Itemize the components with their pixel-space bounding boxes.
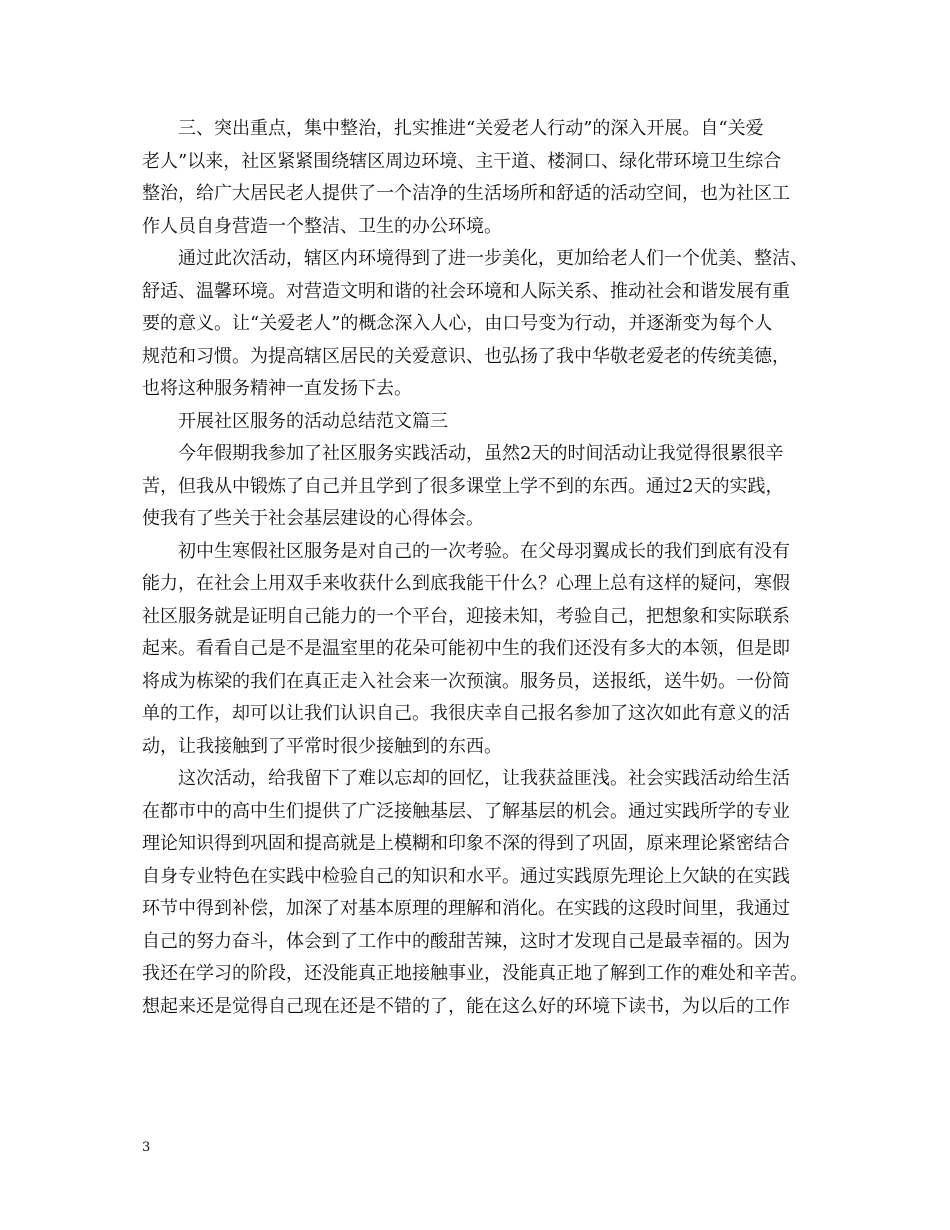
text-line: 整治，给广大居民老人提供了一个洁净的生活场所和舒适的活动空间，也为社区工 [142, 183, 790, 204]
page-number: 3 [142, 1140, 151, 1155]
text-line: 自己的努力奋斗，体会到了工作中的酸甜苦辣，这时才发现自己是最幸福的。因为 [142, 930, 790, 952]
text-line: 社区服务就是证明自己能力的一个平台，迎接未知，考验自己，把想象和实际联系 [142, 605, 790, 627]
text-line: 三、突出重点，集中整治，扎实推进“关爱老人行动”的深入开展。自“关爱 [178, 118, 764, 139]
text-line: 作人员自身营造一个整洁、卫生的办公环境。 [142, 215, 502, 237]
text-line: 也将这种服务精神一直发扬下去。 [142, 378, 412, 399]
section-heading: 开展社区服务的活动总结范文篇三 [178, 410, 448, 432]
text-line: 苦，但我从中锻炼了自己并且学到了很多课堂上学不到的东西。通过2天的实践， [142, 475, 784, 497]
text-line: 动，让我接触到了平常时很少接触到的东西。 [142, 735, 502, 757]
text-line: 自身专业特色在实践中检验自己的知识和水平。通过实践原先理论上欠缺的在实践 [142, 865, 790, 887]
text-line: 单的工作，却可以让我们认识自己。我很庆幸自己报名参加了这次如此有意义的活 [142, 703, 790, 724]
text-line: 想起来还是觉得自己现在还是不错的了，能在这么好的环境下读书，为以后的工作 [142, 995, 790, 1017]
text-line: 起来。看看自己是不是温室里的花朵可能初中生的我们还没有多大的本领，但是即 [142, 638, 790, 659]
text-line: 老人”以来，社区紧紧围绕辖区周边环境、主干道、楼洞口、绿化带环境卫生综合 [142, 150, 782, 172]
text-line: 今年假期我参加了社区服务实践活动，虽然2天的时间活动让我觉得很累很辛 [178, 443, 784, 464]
text-line: 环节中得到补偿，加深了对基本原理的理解和消化。在实践的这段时间里，我通过 [142, 898, 790, 919]
text-line: 要的意义。让“关爱老人”的概念深入人心，由口号变为行动，并逐渐变为每个人 [142, 313, 773, 334]
text-line: 使我有了些关于社会基层建设的心得体会。 [142, 508, 484, 529]
text-line: 通过此次活动，辖区内环境得到了进一步美化，更加给老人们一个优美、整洁、 [178, 248, 808, 269]
text-line: 这次活动，给我留下了难以忘却的回忆，让我获益匪浅。社会实践活动给生活 [178, 768, 790, 789]
text-line: 初中生寒假社区服务是对自己的一次考验。在父母羽翼成长的我们到底有没有 [178, 540, 790, 562]
text-line: 舒适、温馨环境。对营造文明和谐的社会环境和人际关系、推动社会和谐发展有重 [142, 280, 790, 302]
text-line: 能力，在社会上用双手来收获什么到底我能干什么？心理上总有这样的疑问，寒假 [142, 573, 790, 594]
text-line: 在都市中的高中生们提供了广泛接触基层、了解基层的机会。通过实践所学的专业 [142, 800, 790, 822]
body-text [142, 113, 842, 1023]
text-line: 规范和习惯。为提高辖区居民的关爱意识、也弘扬了我中华敬老爱老的传统美德， [142, 345, 790, 367]
text-line: 我还在学习的阶段，还没能真正地接触事业，没能真正地了解到工作的难处和辛苦。 [142, 963, 808, 984]
text-line: 将成为栋梁的我们在真正走入社会来一次预演。服务员，送报纸，送牛奶。一份简 [142, 670, 790, 692]
text-line: 理论知识得到巩固和提高就是上模糊和印象不深的得到了巩固，原来理论紧密结合 [142, 833, 790, 854]
